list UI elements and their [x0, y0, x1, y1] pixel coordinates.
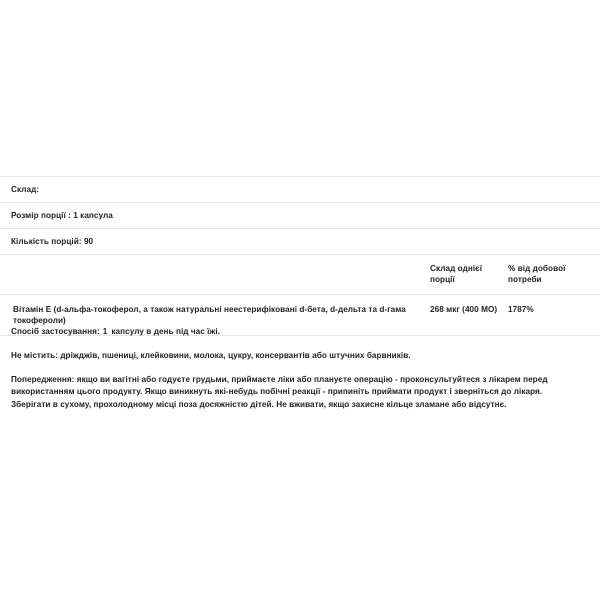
column-header-amount-per-serving: Склад однієї порції — [430, 264, 483, 284]
servings-per-container-row — [0, 229, 600, 254]
ingredient-name: Вітамін Е (d-альфа-токоферол, а також натуральні неестерифіковані d-бета, d-дельта та d-гама токофероли) — [13, 305, 406, 325]
label-paragraphs — [11, 326, 581, 411]
usage-paragraph — [11, 326, 581, 337]
column-header-daily-value: % від добової потреби — [508, 264, 566, 284]
supplement-facts-title: Склад: — [11, 185, 40, 194]
usage-label: Спосіб застосування: — [11, 327, 100, 336]
ingredient-amount: 268 мкг (400 МО) — [430, 305, 498, 314]
serving-size-row — [0, 203, 600, 228]
ingredient-daily-value: 1787% — [508, 305, 534, 314]
table-header-row — [0, 255, 600, 294]
free-from-paragraph: Не містить: дріжджів, пшениці, клейковини, молока, цукру, консервантів або штучних барвників. — [11, 351, 411, 360]
usage-quantity: 1 — [102, 327, 108, 336]
supplement-facts-title-row — [0, 177, 600, 202]
servings-per-container-label: Кількість порцій: 90 — [11, 237, 94, 246]
supplement-facts-table — [0, 176, 600, 336]
warning-paragraph: Попередження: якщо ви вагітні або годуєте грудьми, приймаєте ліки або плануєте операцію - проконсультуйтеся з лікарем перед використанням цього продукту. Якщо виникнуть які-небудь побічні реакції - припиніть приймати продукт і зверніться до лікаря. Зберігати в сухому, прохолодному місці поза досяжністю дітей. Не вживати, якщо захисне кільце зламане або відсутнє. — [11, 375, 548, 409]
usage-rest: капсулу в день під час їжі. — [111, 327, 221, 336]
serving-size-label: Розмір порції : 1 капсула — [11, 211, 113, 220]
